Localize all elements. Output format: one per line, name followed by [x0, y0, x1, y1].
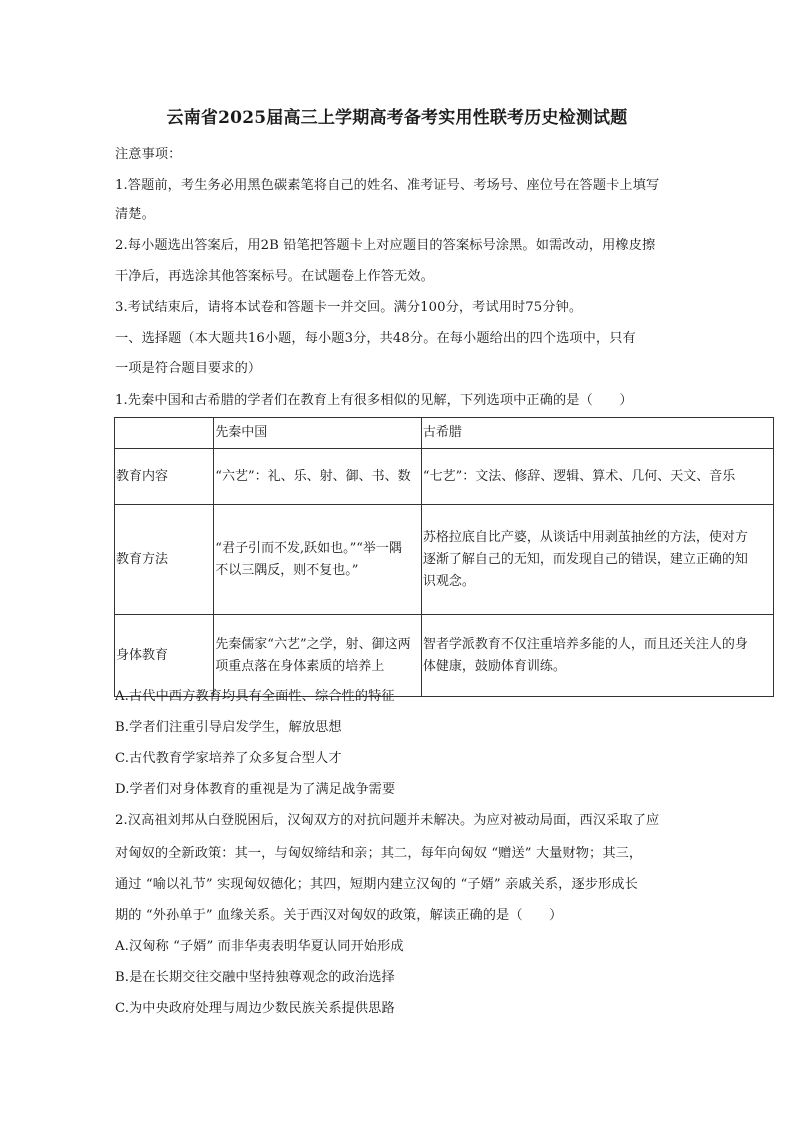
table-cell-china: “君子引而不发,跃如也。”“举一隅 不以三隅反，则不复也。” — [214, 505, 422, 615]
section-heading-cont: 一项是符合题目要求的） — [115, 361, 262, 376]
q1-comparison-table — [114, 417, 774, 697]
table-header-cell: 先秦中国 — [214, 418, 422, 449]
table-row-label: 教育方法 — [115, 505, 214, 615]
q2-stem-line: 对匈奴的全新政策：其一，与匈奴缔结和亲；其二，每年向匈奴 “赠送” 大量财物；其三， — [115, 846, 643, 861]
table-header-cell: 古希腊 — [421, 418, 773, 449]
table-cell-china: “六艺”：礼、乐、射、御、书、数 — [214, 449, 422, 505]
table-cell-china: 先秦儒家“六艺”之学，射、御这两 项重点落在身体素质的培养上 — [214, 615, 422, 697]
notes-line: 3.考试结束后，请将本试卷和答题卡一并交回。满分100分，考试用时75分钟。 — [115, 300, 583, 315]
q1-stem: 1.先秦中国和古希腊的学者们在教育上有很多相似的见解，下列选项中正确的是（ ） — [115, 393, 633, 408]
q1-option-d: D.学者们对身体教育的重视是为了满足战争需要 — [115, 782, 396, 797]
notes-line: 2.每小题选出答案后，用2B 铅笔把答题卡上对应题目的答案标号涂黑。如需改动，用橡皮擦 — [115, 238, 656, 253]
table-row — [115, 505, 774, 615]
notes-line: 1.答题前，考生务必用黑色碳素笔将自己的姓名、准考证号、考场号、座位号在答题卡上填写 — [115, 178, 660, 193]
table-row-label: 教育内容 — [115, 449, 214, 505]
q2-stem-line: 期的 “外孙单于” 血缘关系。关于西汉对匈奴的政策，解读正确的是（ ） — [115, 908, 563, 923]
q2-option-c: C.为中央政府处理与周边少数民族关系提供思路 — [115, 1001, 395, 1016]
table-cell-greece: “七艺”：文法、修辞、逻辑、算术、几何、天文、音乐 — [421, 449, 773, 505]
q2-stem-line: 2.汉高祖刘邦从白登脱困后，汉匈双方的对抗问题并未解决。为应对被动局面，西汉采取了应 — [115, 813, 660, 828]
section-heading: 一、选择题（本大题共16小题，每小题3分，共48分。在每小题给出的四个选项中，只有 — [115, 331, 636, 346]
table-header-row — [115, 418, 774, 449]
table-cell-greece: 智者学派教育不仅注重培养多能的人，而且还关注人的身 体健康，鼓励体育训练。 — [421, 615, 773, 697]
q2-option-a: A.汉匈称 “子婿” 而非华夷表明华夏认同开始形成 — [115, 939, 404, 954]
table-row — [115, 615, 774, 697]
q2-stem-line: 通过 “喻以礼节” 实现匈奴德化；其四，短期内建立汉匈的 “子婿” 亲戚关系，逐步形成长 — [115, 877, 638, 892]
q1-option-b: B.学者们注重引导启发学生，解放思想 — [115, 720, 342, 735]
q2-option-b: B.是在长期交往交融中坚持独尊观念的政治选择 — [115, 970, 395, 985]
table-cell-greece: 苏格拉底自比产婆，从谈话中用剥茧抽丝的方法，使对方 逐渐了解自己的无知，而发现自己的错误，建立正确的知 识观念。 — [421, 505, 773, 615]
notes-line: 清楚。 — [115, 207, 155, 222]
table-header-cell — [115, 418, 214, 449]
notes-line: 干净后，再选涂其他答案标号。在试题卷上作答无效。 — [115, 269, 434, 284]
q1-option-a: A.古代中西方教育均具有全面性、综合性的特征 — [115, 689, 395, 704]
notes-heading: 注意事项： — [115, 147, 182, 162]
q1-option-c: C.古代教育学家培养了众多复合型人才 — [115, 751, 342, 766]
exam-title: 云南省2025届高三上学期高考备考实用性联考历史检测试题 — [166, 108, 628, 128]
table-row — [115, 449, 774, 505]
table-row-label: 身体教育 — [115, 615, 214, 697]
